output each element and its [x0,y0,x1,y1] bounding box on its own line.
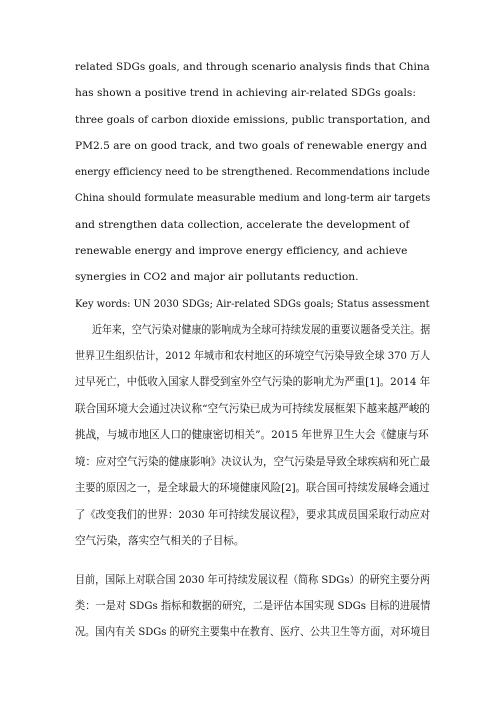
body-line: 类：一是对 SDGs 指标和数据的研究，二是评估本国实现 SDGs 目标的进展情 [75,600,431,612]
body-line: 挑战，与城市地区人口的健康密切相关”。2015 年世界卫生大会《健康与环 [75,429,429,441]
body-line: 目前，国际上对联合国 2030 年可持续发展议程（简称 SDGs）的研究主要分两 [75,574,430,586]
body-line: 主要的原因之一，是全球最大的环境健康风险[2]。联合国可持续发展峰会通过 [75,482,430,494]
body-line: 了《改变我们的世界：2030 年可持续发展议程》，要求其成员国采取行动应对 [75,509,431,521]
abstract-line: has shown a positive trend in achieving air-related SDGs goals: [75,87,416,99]
body-line: 过早死亡，中低收入国家人群受到室外空气污染的影响尤为严重[1]。2014 年 [75,376,431,388]
abstract-line: three goals of carbon dioxide emissions, public transportation, and [75,114,431,126]
abstract-line: energy efficiency need to be strengthened. Recommendations include [75,166,430,178]
abstract-line: China should formulate measurable medium and long-term air targets [75,192,431,204]
abstract-line: PM2.5 are on good track, and two goals of renewable energy and [75,140,427,152]
keywords-line: Key words: UN 2030 SDGs; Air-related SDGs goals; Status assessment [75,298,430,310]
body-line: 况。国内有关 SDGs 的研究主要集中在教育、医疗、公共卫生等方面，对环境目 [75,626,431,638]
body-line: 世界卫生组织估计，2012 年城市和农村地区的环境空气污染导致全球 370 万人 [75,350,431,362]
body-line: 联合国环境大会通过决议称“空气污染已成为可持续发展框架下越来越严峻的 [75,403,431,415]
abstract-line: renewable energy and improve energy efficiency, and achieve [75,245,408,257]
abstract-line: synergies in CO2 and major air pollutants reduction. [75,271,359,283]
body-line: 境：应对空气污染的健康影响》决议认为，空气污染是导致全球疾病和死亡最 [75,456,431,468]
body-line: 近年来，空气污染对健康的影响成为全球可持续发展的重要议题备受关注。据 [92,324,431,336]
body-line: 空气污染，落实空气相关的子目标。 [75,535,245,547]
abstract-line: related SDGs goals, and through scenario analysis finds that China [75,61,430,73]
abstract-line: and strengthen data collection, accelerate the development of [75,219,410,231]
